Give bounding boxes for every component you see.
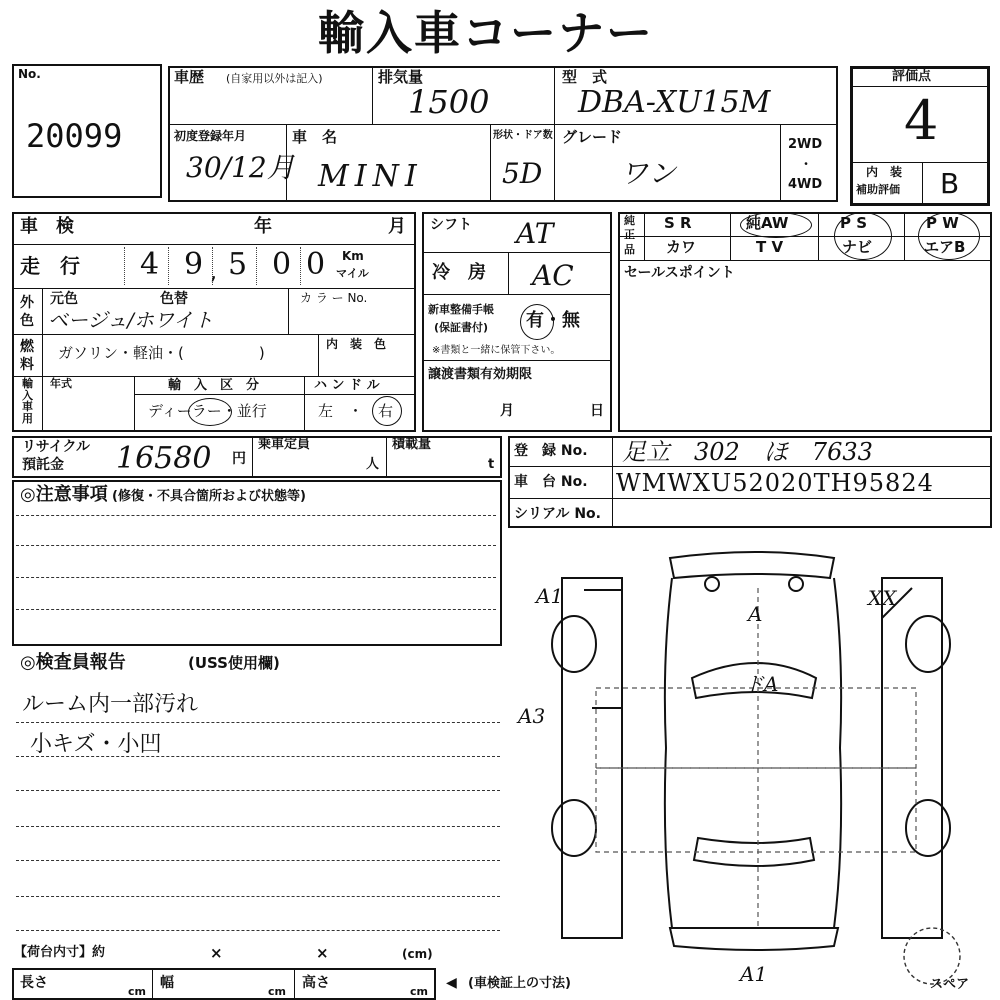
color-no-label: カ ラ ー No. (300, 291, 368, 305)
capacity-label: 乗車定員 (258, 437, 311, 452)
mileage-digit-2: 9 (184, 247, 204, 282)
color-value: ベージュ/ホワイト (48, 308, 214, 332)
reg-label: 登 録 No. (514, 443, 588, 459)
equip-aw: 純AW (746, 214, 789, 232)
history-note: (自家用以外は記入) (226, 72, 323, 85)
lot-number-box (12, 64, 162, 198)
equip-tv: T V (756, 238, 784, 256)
cargo-note: (車検証上の寸法) (468, 976, 571, 991)
right-door-outline (882, 578, 942, 938)
shape-label: 形状・ドア数 (493, 130, 553, 141)
manual-note: ※書類と一緒に保管下さい。 (432, 345, 561, 356)
equip-ps: P S (840, 214, 868, 232)
history-label: 車歴 (174, 68, 205, 86)
inspector-title: ◎検査員報告 (20, 652, 126, 673)
length-label: 長さ (20, 975, 48, 991)
cargo-x2: × (316, 944, 329, 962)
sales-point-label: セールスポイント (624, 265, 735, 281)
inspector-line-1: ルーム内一部汚れ (22, 692, 199, 717)
capacity-unit: 人 (366, 457, 380, 472)
circle-ps (834, 212, 892, 260)
interior-rating-label: 内 装 (866, 165, 903, 179)
manual-label-2: (保証書付) (434, 321, 489, 334)
circle-aw (740, 212, 812, 238)
width-cm: cm (268, 985, 286, 998)
mileage-digit-1: 4 (140, 247, 160, 282)
lot-no-label: No. (18, 67, 41, 81)
front-bumper (670, 552, 834, 578)
drive-4wd: 4WD (788, 177, 823, 192)
equip-pw: P W (926, 214, 959, 232)
grade-label: グレード (562, 128, 623, 146)
inspector-line-2: 小キズ・小凹 (30, 732, 162, 757)
chassis-label: 車 台 No. (514, 474, 588, 490)
displacement-value: 1500 (408, 83, 490, 121)
transfer-month: 月 (500, 403, 514, 419)
manual-yes-circle (520, 304, 554, 340)
recycle-label-1: リサイクル (22, 439, 91, 455)
fuel-options: ガソリン・軽油・( ) (58, 344, 265, 362)
orig-color-label: 元色 (50, 291, 78, 307)
rating-label: 評価点 (892, 69, 932, 84)
damage-mark-a-front: A (748, 602, 763, 626)
mileage-digit-4: 0 (272, 247, 292, 282)
interior-rating-sub: 補助評価 (856, 183, 900, 196)
caution-sub: (修復・不具合箇所および状態等) (112, 489, 306, 504)
color-side-label: 外 色 (20, 295, 34, 330)
shape-value: 5D (502, 157, 543, 190)
car-name-value: MINI (318, 159, 423, 194)
transfer-day: 日 (590, 403, 604, 419)
caution-title: ◎注意事項 (20, 484, 108, 505)
equip-airbag: エアB (924, 238, 966, 256)
first-reg-value: 30/12月 (186, 151, 295, 184)
car-name-label: 車 名 (292, 128, 338, 146)
unit-km: Km (342, 249, 364, 263)
right-handle-circle (372, 396, 402, 426)
interior-color-label: 内 装 色 (326, 337, 387, 351)
headlight-right (789, 577, 803, 591)
equip-sr: S R (664, 214, 692, 232)
model-label: 型 式 (562, 68, 608, 86)
spare-label: スペア (930, 977, 970, 992)
cargo-unit: (cm) (402, 947, 433, 961)
shaken-label: 車 検 (20, 216, 74, 237)
handle-options: 左 ・ 右 (318, 402, 394, 420)
model-value: DBA-XU15M (578, 85, 771, 120)
cargo-dimensions-box (12, 968, 436, 1000)
transfer-label: 譲渡書類有効期限 (428, 367, 533, 382)
headlight-left (705, 577, 719, 591)
chassis-value: WMWXU52020TH95824 (616, 469, 934, 497)
fuel-side-label: 燃 料 (20, 339, 34, 374)
damage-mark-a1-rear: A1 (740, 962, 768, 986)
cargo-arrow: ◀ (446, 975, 457, 991)
load-label: 積載量 (392, 437, 432, 452)
wheel-front-left (552, 616, 596, 672)
manual-label-1: 新車整備手帳 (428, 303, 494, 316)
rear-bumper (670, 928, 838, 950)
wheel-rear-left (552, 800, 596, 856)
equip-leather: カワ (666, 238, 697, 256)
unit-mile: マイル (336, 267, 369, 280)
height-cm: cm (410, 985, 428, 998)
serial-label: シリアル No. (514, 506, 601, 522)
wheel-front-right (906, 616, 950, 672)
inspector-sub: (USS使用欄) (188, 654, 280, 672)
import-class-label: 輸 入 区 分 (168, 378, 260, 393)
length-cm: cm (128, 985, 146, 998)
import-class-options: ディーラー・並行 (148, 402, 267, 420)
wheel-rear-right (906, 800, 950, 856)
repaint-label: 色替 (160, 291, 188, 307)
recycle-label-2: 預託金 (22, 457, 64, 473)
shaken-year: 年 (254, 216, 272, 237)
grade-value: ワン (620, 157, 677, 190)
damage-mark-a3: A3 (518, 704, 546, 728)
shaken-month: 月 (388, 216, 406, 237)
spare-tire (904, 928, 960, 984)
drive-dot: ・ (800, 157, 813, 171)
rating-score: 4 (904, 89, 939, 152)
handle-label: ハ ン ド ル (314, 378, 380, 393)
ac-label: 冷 房 (432, 262, 486, 283)
import-side-label: 輸 入 車 用 (22, 377, 33, 425)
drive-2wd: 2WD (788, 137, 823, 152)
mileage-comma: , (210, 260, 217, 285)
mileage-label: 走 行 (20, 254, 80, 278)
recycle-value: 16580 (116, 441, 212, 476)
dealer-circle (188, 398, 232, 426)
mileage-digit-5: 0 (306, 247, 326, 282)
ac-value: AC (532, 259, 574, 292)
mileage-boxes (84, 247, 334, 285)
width-label: 幅 (160, 975, 174, 991)
equipment-side-label: 純 正 品 (624, 214, 635, 256)
height-label: 高さ (302, 975, 330, 991)
shift-value: AT (516, 217, 554, 250)
circle-pw (918, 212, 980, 260)
load-unit: t (488, 457, 495, 472)
recycle-yen: 円 (232, 451, 246, 467)
left-door-outline (562, 578, 622, 938)
first-reg-label: 初度登録年月 (174, 129, 247, 143)
reg-value: 足立 302 ほ 7633 (622, 438, 873, 466)
year-type-label: 年式 (50, 377, 72, 390)
cargo-x1: × (210, 944, 223, 962)
mileage-digit-3: 5 (228, 247, 248, 282)
damage-mark-xx: XX (868, 586, 897, 610)
interior-rating-value: B (940, 167, 960, 200)
equip-navi: ナビ (842, 238, 873, 256)
shift-label: シフト (430, 217, 472, 233)
manual-options: 有・無 (526, 310, 580, 331)
car-body (665, 578, 841, 928)
damage-mark-door-a: ドA (744, 672, 779, 696)
displacement-label: 排気量 (378, 68, 424, 86)
page-title: 輸入車コーナー (318, 6, 654, 60)
damage-mark-a1-left: A1 (536, 584, 564, 608)
lot-number: 20099 (26, 117, 123, 155)
cargo-label: 【荷台内寸】約 (14, 945, 106, 960)
